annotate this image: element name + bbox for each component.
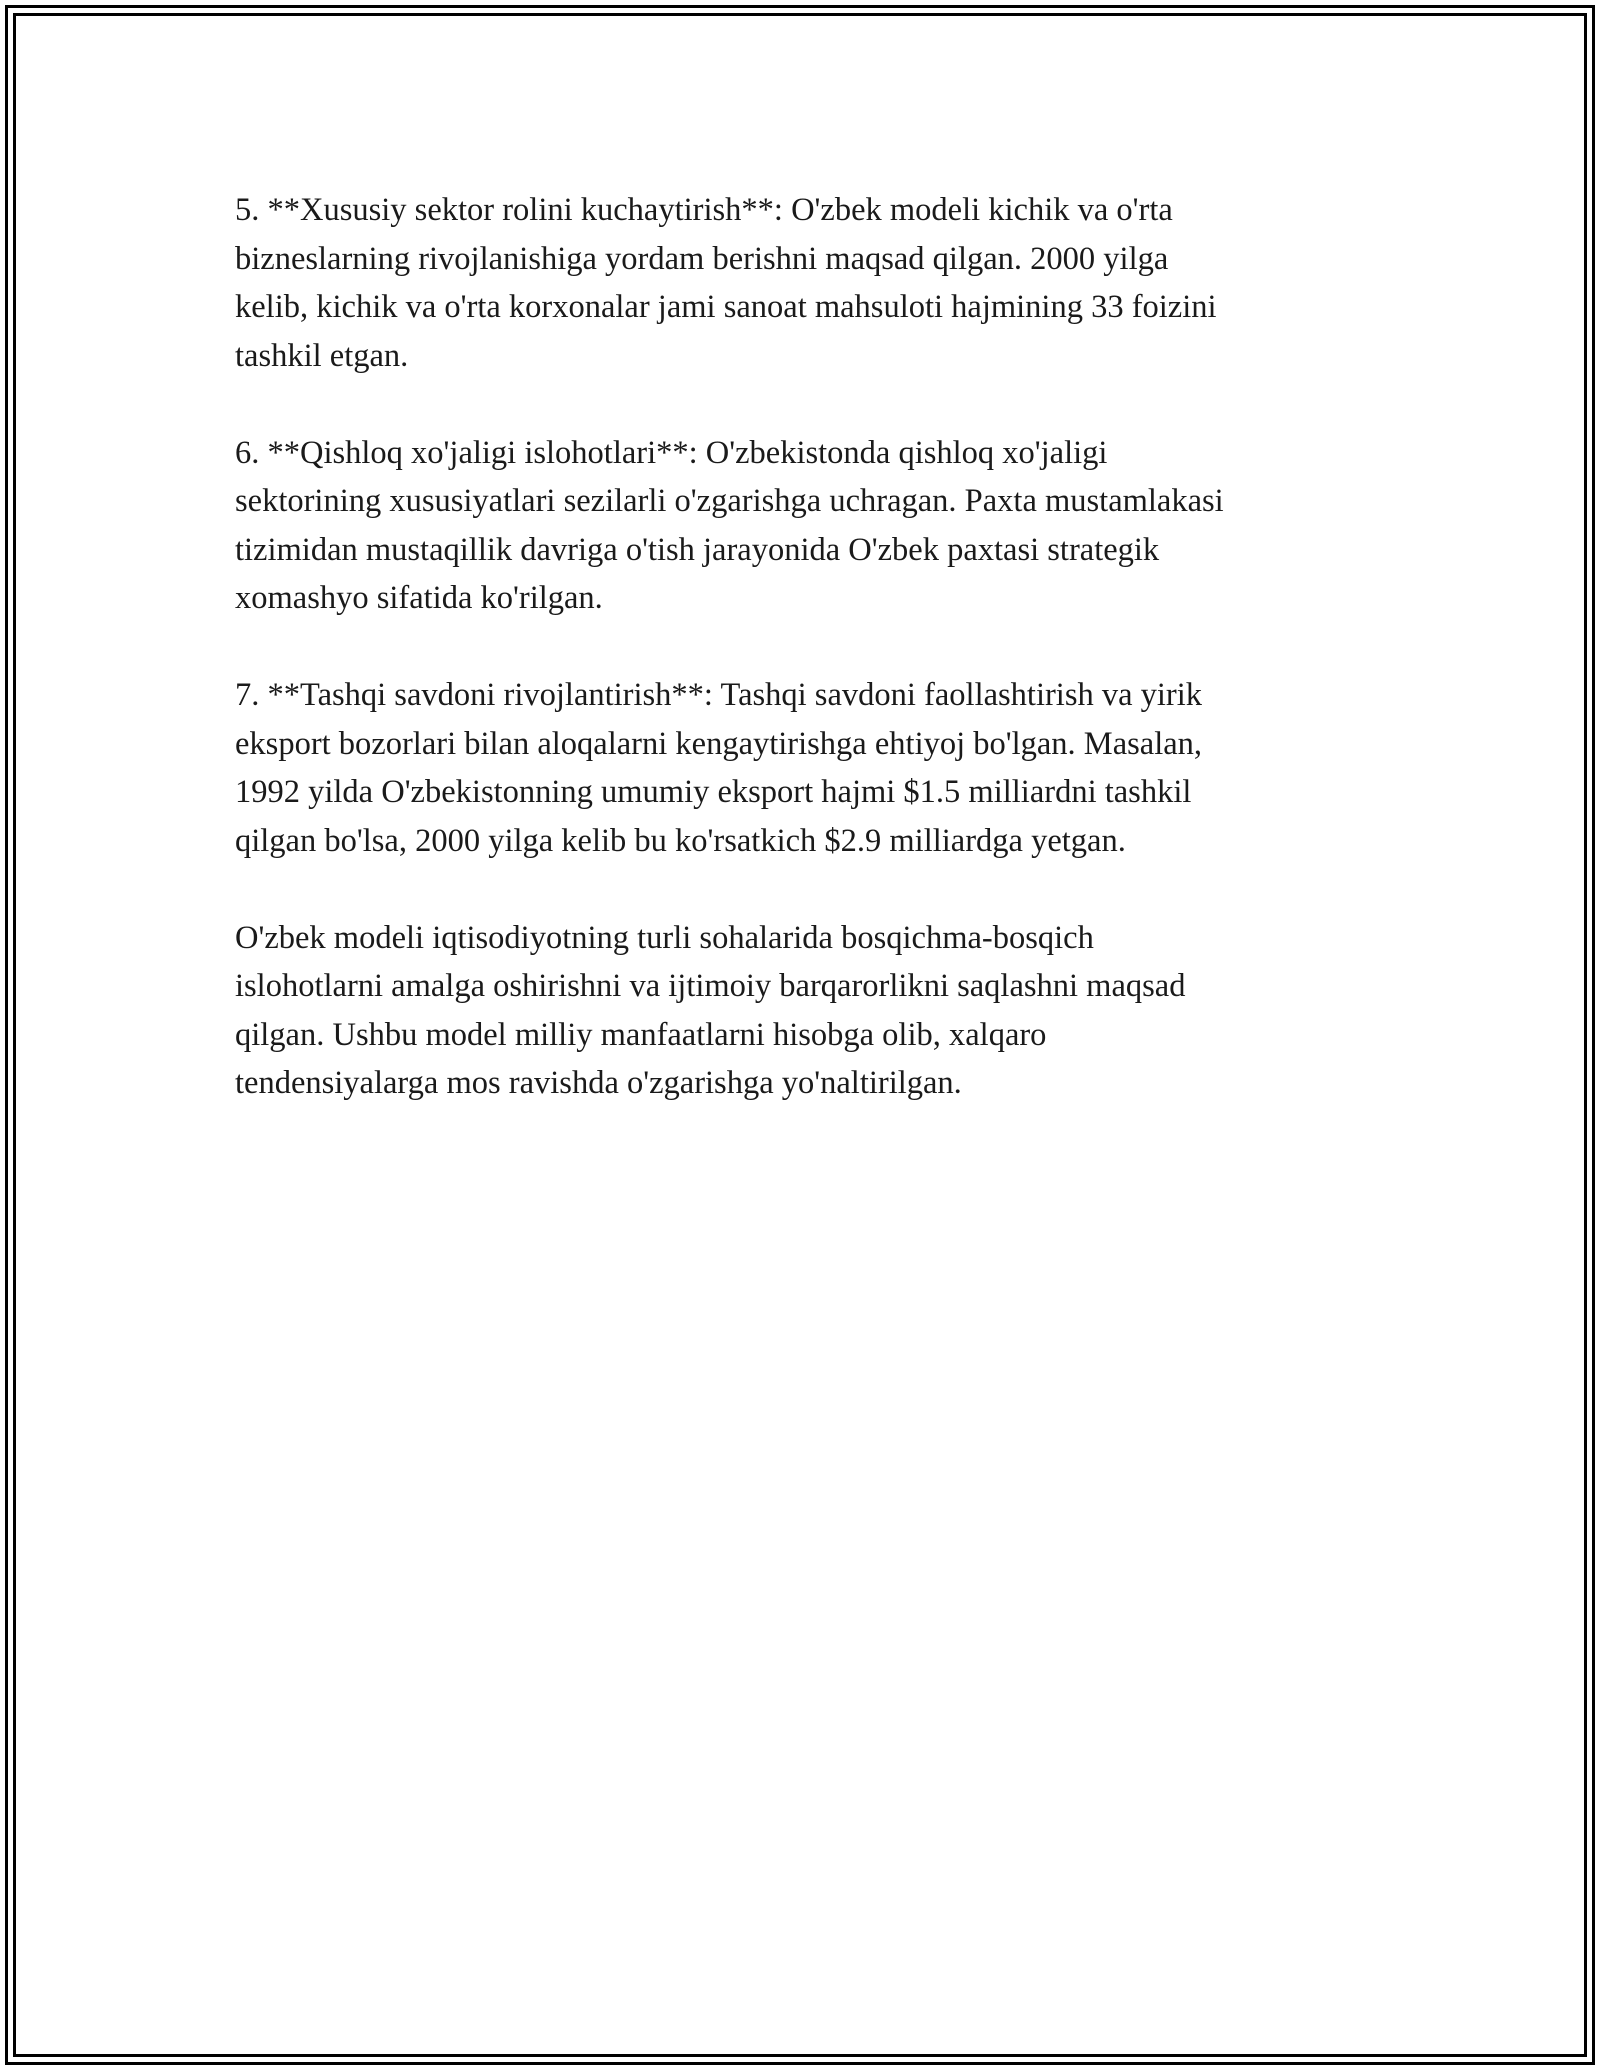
text-line: tashkil etgan. xyxy=(235,337,409,374)
paragraph-foreign-trade xyxy=(235,671,1365,865)
text-line: kelib, kichik va o'rta korxonalar jami sanoat mahsuloti hajmining 33 foizini xyxy=(235,289,1217,325)
text-line: 5. **Xususiy sektor rolini kuchaytirish**: O'zbek modeli kichik va o'rta xyxy=(235,192,1173,228)
paragraph-conclusion xyxy=(235,914,1365,1108)
text-line: 1992 yilda O'zbekistonning umumiy eksport hajmi $1.5 milliardni tashkil xyxy=(235,774,1192,810)
text-line: sektorining xususiyatlari sezilarli o'zgarishga uchragan. Paxta mustamlakasi xyxy=(235,483,1224,519)
paragraph-private-sector xyxy=(235,186,1365,380)
text-line: eksport bozorlari bilan aloqalarni kengaytirishga ehtiyoj bo'lgan. Masalan, xyxy=(235,725,1203,762)
text-line: tendensiyalarga mos ravishda o'zgarishga yo'naltirilgan. xyxy=(235,1065,962,1101)
document-body xyxy=(235,186,1365,1156)
text-line: xomashyo sifatida ko'rilgan. xyxy=(235,580,603,616)
paragraph-agriculture-reforms xyxy=(235,429,1365,623)
text-line: tizimidan mustaqillik davriga o'tish jarayonida O'zbek paxtasi strategik xyxy=(235,531,1160,568)
text-line: 7. **Tashqi savdoni rivojlantirish**: Tashqi savdoni faollashtirish va yirik xyxy=(235,677,1203,713)
text-line: islohotlarni amalga oshirishni va ijtimoiy barqarorlikni saqlashni maqsad xyxy=(235,968,1186,1004)
text-line: qilgan bo'lsa, 2000 yilga kelib bu ko'rsatkich $2.9 milliardga yetgan. xyxy=(235,822,1126,859)
text-line: 6. **Qishloq xo'jaligi islohotlari**: O'zbekistonda qishloq xo'jaligi xyxy=(235,434,1108,471)
text-line: bizneslarning rivojlanishiga yordam berishni maqsad qilgan. 2000 yilga xyxy=(235,240,1169,277)
text-line: O'zbek modeli iqtisodiyotning turli sohalarida bosqichma-bosqich xyxy=(235,919,1094,956)
text-line: qilgan. Ushbu model milliy manfaatlarni hisobga olib, xalqaro xyxy=(235,1016,1047,1053)
